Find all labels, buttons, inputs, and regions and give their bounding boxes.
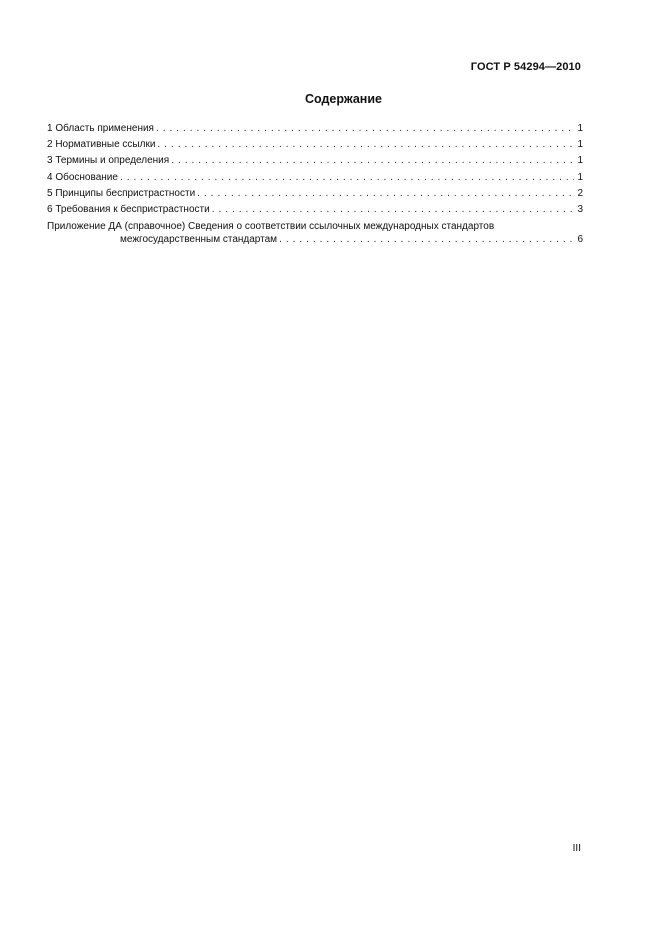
- toc-leader-dots: [157, 137, 574, 153]
- toc-entry[interactable]: [47, 170, 583, 186]
- toc-entry-page: 2: [577, 187, 583, 199]
- toc-entry-page: 1: [577, 123, 583, 134]
- toc-entry[interactable]: [47, 153, 583, 169]
- table-of-contents: [47, 121, 583, 246]
- toc-entry-page: 3: [577, 204, 583, 216]
- toc-entry-page: 1: [577, 171, 583, 183]
- toc-leader-dots: [212, 202, 575, 218]
- toc-entry[interactable]: [47, 137, 583, 153]
- toc-entry-label: 5 Принципы беспристрастности: [47, 187, 196, 199]
- toc-entry[interactable]: [47, 202, 583, 218]
- toc-leader-dots: [171, 153, 574, 169]
- toc-entry-label: 2 Нормативные ссылки: [47, 139, 156, 151]
- toc-appendix-page: 6: [577, 234, 583, 246]
- toc-entry[interactable]: [47, 121, 583, 137]
- toc-entry[interactable]: [47, 186, 583, 202]
- toc-entry-label: 3 Термины и определения: [47, 155, 170, 167]
- toc-appendix-label-line1: Приложение ДА (справочное) Сведения о соответствии ссылочных международных стандартов: [47, 221, 495, 233]
- toc-appendix-label-line2: межгосударственным стандартам: [120, 234, 278, 246]
- document-code: ГОСТ Р 54294—2010: [470, 61, 581, 73]
- page-number: III: [572, 843, 581, 854]
- toc-entry-label: 6 Требования к беспристрастности: [47, 204, 210, 216]
- toc-title: Содержание: [304, 92, 382, 106]
- toc-entry-page: 1: [577, 155, 583, 167]
- toc-leader-dots: [279, 233, 574, 246]
- toc-appendix-entry[interactable]: [47, 220, 583, 246]
- toc-entry-label: 4 Обоснование: [47, 171, 118, 183]
- toc-leader-dots: [197, 186, 574, 202]
- toc-entry-page: 1: [577, 139, 583, 151]
- toc-leader-dots: [156, 121, 574, 137]
- toc-leader-dots: [120, 170, 575, 186]
- toc-entry-label: 1 Область применения: [47, 123, 154, 134]
